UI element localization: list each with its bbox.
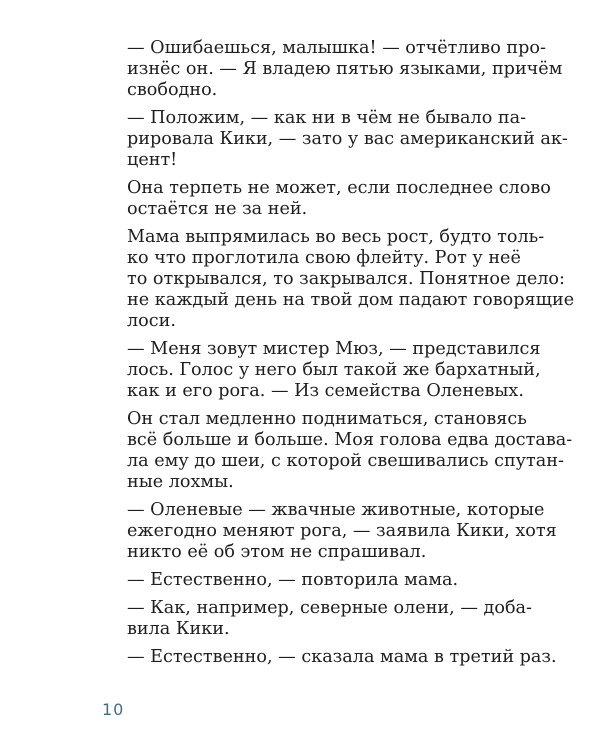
text-line: вила Кики. — [127, 619, 230, 639]
text-line: лоси. — [127, 311, 176, 331]
paragraph — [103, 500, 557, 563]
text-line: остаётся не за ней. — [127, 199, 308, 219]
text-line: — Положим, — как ни в чём не бывало па- — [127, 108, 527, 128]
text-line: как и его рога. — Из семейства Оленевых. — [127, 381, 524, 401]
text-line: изнёс он. — Я владею пятью языками, причём — [127, 59, 563, 79]
text-line: — Ошибаешься, малышка! — отчётливо про- — [127, 38, 546, 58]
paragraph — [103, 38, 563, 101]
text-line: цент! — [127, 150, 178, 170]
page-number: 10 — [102, 700, 125, 719]
paragraph — [103, 178, 551, 220]
paragraph — [103, 227, 575, 332]
text-line: — Естественно, — повторила мама. — [127, 570, 459, 590]
text-line: ежегодно меняют рога, — заявила Кики, хотя — [127, 521, 557, 541]
book-page-text — [103, 38, 575, 675]
text-line: Мама выпрямилась во весь рост, будто толь- — [127, 227, 545, 247]
text-line: лось. Голос у него был такой же бархатный, — [127, 360, 541, 380]
text-line: ные лохмы. — [127, 472, 234, 492]
text-line: рировала Кики, — зато у вас американский ак- — [127, 129, 568, 149]
paragraph — [103, 570, 510, 591]
paragraph — [103, 108, 568, 171]
text-line: Он стал медленно подниматься, становясь — [127, 409, 527, 429]
paragraph — [103, 598, 532, 640]
text-line: — Как, например, северные олени, — доба- — [127, 598, 532, 618]
text-line: Она терпеть не может, если последнее слово — [127, 178, 551, 198]
text-line: всё больше и больше. Моя голова едва достава- — [127, 430, 573, 450]
text-line: то открывался, то закрывался. Понятное дело: — [127, 269, 565, 289]
text-line: никто её об этом не спрашивал. — [127, 542, 427, 562]
text-line: — Естественно, — сказала мама в третий раз. — [127, 647, 557, 667]
text-line: ко что проглотила свою флейту. Рот у неё — [127, 248, 521, 268]
paragraph — [103, 339, 541, 402]
text-line: не каждый день на твой дом падают говорящие — [127, 290, 575, 310]
paragraph — [103, 647, 557, 668]
text-line: свободно. — [127, 80, 218, 100]
text-line: — Оленевые — жвачные животные, которые — [127, 500, 545, 520]
text-line: — Меня зовут мистер Мюз, — представился — [127, 339, 541, 359]
paragraph — [103, 409, 573, 493]
text-line: ла ему до шеи, с которой свешивались спутан- — [127, 451, 564, 471]
